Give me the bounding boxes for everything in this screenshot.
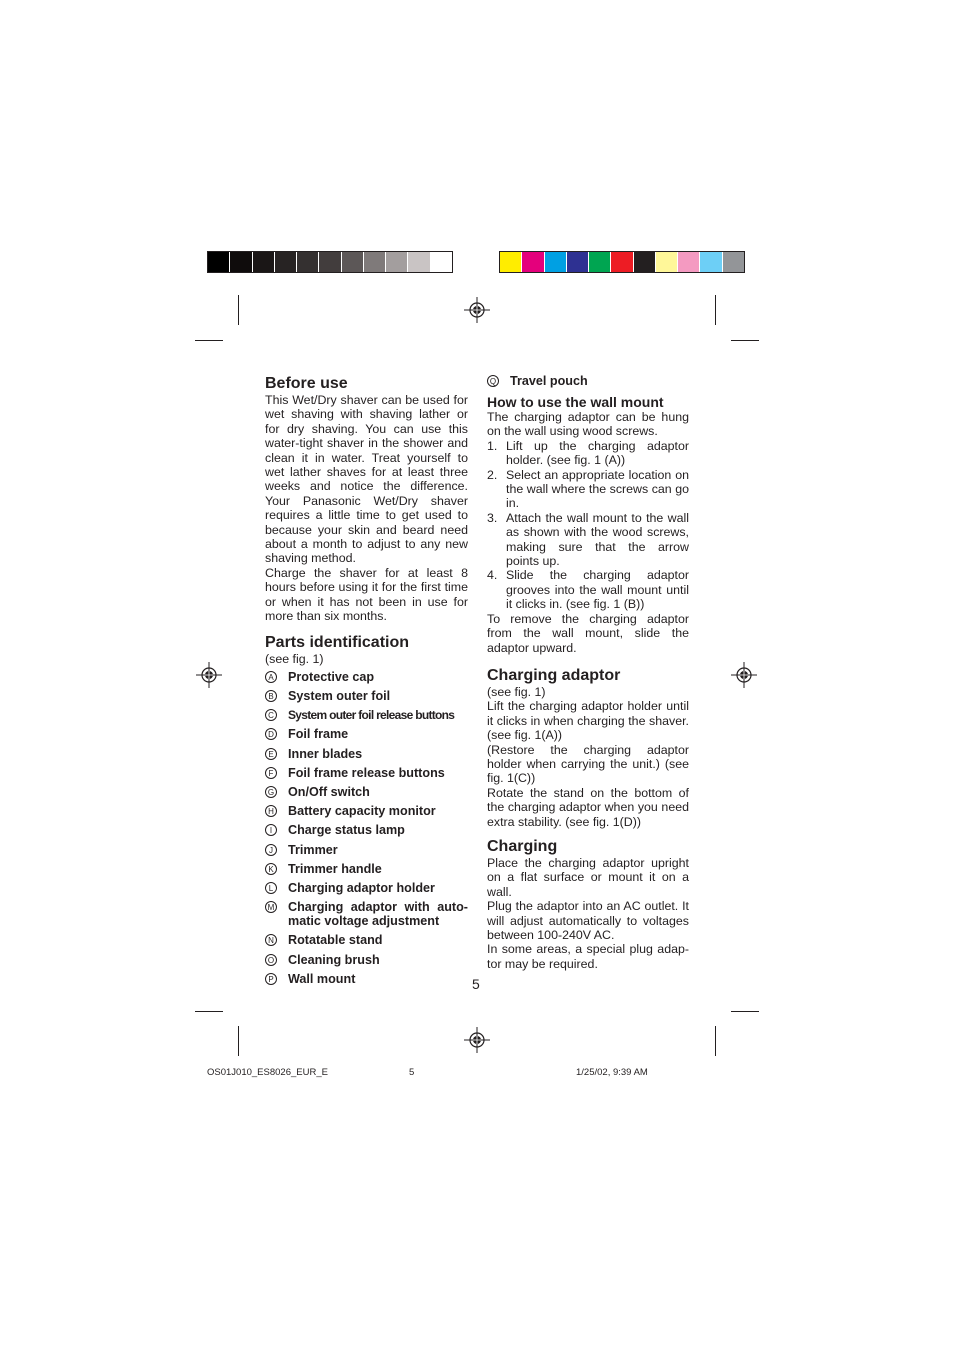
step-text: Attach the wall mount to the wall as shown with the wood screws, making sure that the arrow points up. [506,510,689,569]
body-paragraph: The charging adaptor can be hung on the wall using wood screws. [487,410,689,439]
part-label: Charging adaptor holder [288,880,435,895]
footer-date: 1/25/02, 9:39 AM [576,1067,648,1078]
step-number: 2. [487,467,498,482]
part-marker-icon: F [265,767,277,779]
color-swatch [386,252,408,272]
part-label: Foil frame [288,727,349,742]
list-item [265,953,468,967]
crop-mark [731,340,759,341]
color-swatch [611,252,633,272]
body-paragraph: This Wet/Dry shaver can be used for wet shaving with shaving lather or for dry shaving. You can use this water-tight shaver in the shower and clean it in water. Treat yourself to wet lather shaves for at least three weeks and notice the difference. Your Panasonic Wet/Dry shaver requires a little time to get used to because your skin and beard need about a month to adjust to any new shaving method. [265,393,468,566]
parts-list [265,670,468,986]
parts-identification-section [265,634,468,986]
body-paragraph: In some areas, a special plug adap-tor may be required. [487,942,689,971]
color-swatch [634,252,656,272]
list-item [265,766,468,780]
part-label: Charging adaptor with auto-matic voltage adjustment [288,900,468,929]
color-swatch [208,252,230,272]
body-paragraph: Charge the shaver for at least 8 hours before using it for the first time or when it has not been in use for more than six months. [265,565,468,624]
step-text: Lift up the charging adaptor holder. (see fig. 1 (A)) [506,438,689,468]
body-paragraph: Rotate the stand on the bottom of the charging adaptor when you need extra stability. (see fig. 1(D)) [487,785,689,829]
part-marker-icon: N [265,934,277,946]
part-label: Wall mount [288,971,356,986]
body-paragraph: Plug the adaptor into an AC outlet. It will adjust automatically to voltages between 100-240V AC. [487,899,689,942]
crop-mark [715,1026,716,1056]
color-swatch [500,252,522,272]
section-heading: How to use the wall mount [487,394,664,410]
list-item [265,747,468,761]
step-text: Slide the charging adaptor grooves into the wall mount until it clicks in. (see fig. 1 (B)) [506,568,689,612]
color-swatch [431,252,452,272]
list-item [265,689,468,703]
body-paragraph: To remove the charging adaptor from the wall mount, slide the adaptor upward. [487,611,689,655]
registration-mark-icon [731,662,757,688]
part-label: Protective cap [288,669,375,684]
list-item [265,708,468,722]
steps-list [487,439,689,612]
color-swatch [275,252,297,272]
part-marker-icon: E [265,748,277,760]
step-number: 3. [487,510,498,525]
color-swatch [545,252,567,272]
crop-mark [731,1011,759,1012]
part-label: Cleaning brush [288,952,380,967]
color-swatch [589,252,611,272]
part-label: On/Off switch [288,785,370,800]
list-item [265,900,468,928]
list-item [265,785,468,799]
list-item [487,374,689,388]
step-item [487,568,689,611]
list-item [265,862,468,876]
step-text: Select an appropriate location on the wall where the screws can go in. [506,467,689,511]
list-item [265,881,468,895]
parts-list-continued [487,374,689,388]
footer-file-name: OS01J010_ES8026_EUR_E [207,1067,328,1078]
part-marker-icon: G [265,786,277,798]
list-item [265,933,468,947]
right-column [487,374,689,971]
step-item [487,439,689,468]
part-label: Rotatable stand [288,933,383,948]
process-color-bar [499,251,745,273]
part-marker-icon: P [265,973,277,985]
color-swatch [567,252,589,272]
section-heading: Parts identification [265,633,410,651]
list-item [265,823,468,837]
color-swatch [253,252,275,272]
section-heading: Before use [265,375,348,392]
footer-page: 5 [409,1067,415,1078]
part-marker-icon: K [265,863,277,875]
registration-mark-icon [464,297,490,323]
color-swatch [522,252,544,272]
color-swatch [678,252,700,272]
crop-mark [238,1026,239,1056]
figure-reference: (see fig. 1) [265,651,324,666]
list-item [265,972,468,986]
part-marker-icon: C [265,709,277,721]
part-marker-icon: Q [487,375,499,387]
part-marker-icon: M [265,901,277,913]
section-heading: Charging [487,837,558,855]
part-label: Travel pouch [510,374,588,388]
left-column [265,375,468,991]
section-heading: Charging adaptor [487,666,621,684]
color-swatch [230,252,252,272]
part-label: System outer foil [288,689,391,704]
color-swatch [408,252,430,272]
part-marker-icon: A [265,671,277,683]
crop-mark [195,1011,223,1012]
figure-reference: (see fig. 1) [487,684,546,699]
color-swatch [656,252,678,272]
part-label: Inner blades [288,746,363,761]
part-marker-icon: H [265,805,277,817]
color-swatch [319,252,341,272]
part-marker-icon: L [265,882,277,894]
step-number: 1. [487,438,498,453]
registration-mark-icon [196,662,222,688]
color-swatch [700,252,722,272]
color-swatch [364,252,386,272]
color-swatch [297,252,319,272]
registration-mark-icon [464,1027,490,1053]
list-item [265,843,468,857]
step-item [487,468,689,511]
color-swatch [723,252,744,272]
crop-mark [715,295,716,325]
list-item [265,804,468,818]
charging-section [487,838,689,971]
body-paragraph: Lift the charging adaptor holder until it clicks in when charging the shaver. (see fig. 1(A)) [487,699,689,743]
part-label: Charge status lamp [288,823,405,838]
list-item [265,727,468,741]
color-swatch [342,252,364,272]
part-marker-icon: J [265,844,277,856]
part-marker-icon: D [265,728,277,740]
body-paragraph: Place the charging adaptor upright on a flat surface or mount it on a wall. [487,855,689,899]
crop-mark [195,340,223,341]
part-label: System outer foil release buttons [288,708,455,723]
step-item [487,511,689,569]
part-label: Battery capacity monitor [288,804,436,819]
crop-mark [238,295,239,325]
part-label: Foil frame release buttons [288,765,445,780]
grayscale-color-bar [207,251,453,273]
charging-adaptor-section [487,667,689,829]
part-label: Trimmer handle [288,861,382,876]
step-number: 4. [487,568,498,583]
wall-mount-section [487,394,689,655]
part-marker-icon: B [265,690,277,702]
part-label: Trimmer [288,842,338,857]
body-paragraph: (Restore the charging adaptor holder when carrying the unit.) (see fig. 1(C)) [487,742,689,786]
list-item [265,670,468,684]
page-number: 5 [472,976,480,992]
part-marker-icon: O [265,954,277,966]
part-marker-icon: I [265,824,277,836]
before-use-section [265,375,468,624]
